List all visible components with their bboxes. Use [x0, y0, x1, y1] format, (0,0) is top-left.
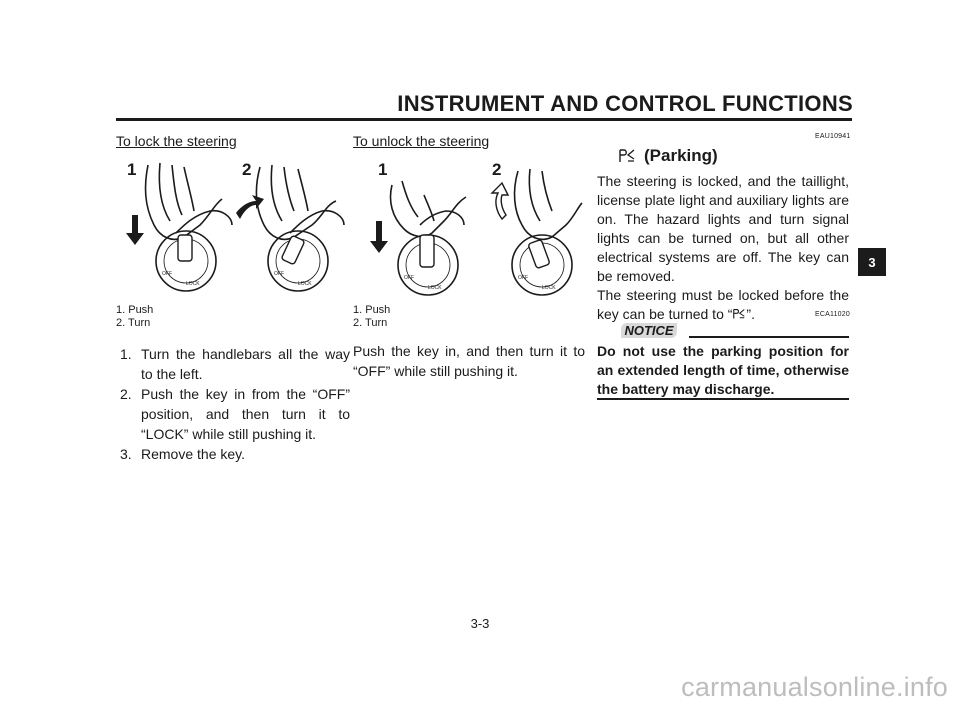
caption-item: 1. Push [116, 304, 154, 316]
parking-heading [618, 146, 718, 166]
watermark: carmanualsonline.info [681, 672, 948, 702]
svg-text:OFF: OFF [518, 275, 528, 281]
push-arrow-icon [126, 215, 144, 245]
notice-rule-top [689, 336, 849, 338]
svg-text:LOCK: LOCK [298, 281, 312, 287]
lock-steering-heading: To lock the steering [116, 133, 237, 149]
svg-text:OFF: OFF [404, 275, 414, 281]
key-illustration [178, 235, 192, 261]
svg-text:LOCK: LOCK [186, 281, 200, 287]
parking-symbol-icon [732, 308, 746, 320]
list-item: 1. Turn the handlebars all the way to the left. [120, 346, 350, 382]
figure-number-2: 2 [242, 160, 252, 179]
parking-symbol-icon [618, 148, 636, 164]
hand-illustration [146, 163, 222, 239]
notice-code: ECA11020 [815, 311, 850, 318]
unlock-figure-caption [353, 304, 390, 330]
notice-text: Do not use the parking position for an extended length of time, otherwise the battery may discharge. [597, 343, 849, 397]
caption-item: 2. Turn [116, 317, 151, 329]
header-rule [116, 118, 852, 121]
unlock-steering-heading: To unlock the steering [353, 133, 490, 149]
svg-text:1: 1 [378, 160, 388, 179]
notice-rule-bottom [597, 398, 849, 400]
list-item: 2. Push the key in from the “OFF” position, and then turn it to “LOCK” while still pushing it. [120, 386, 350, 442]
unlock-instructions: Push the key in, and then turn it to “OFF” while still pushing it. [353, 343, 585, 379]
lock-steering-figure [114, 155, 346, 297]
unlock-steering-figure [352, 155, 584, 297]
caption-item: 1. Push [353, 304, 391, 316]
lock-figure-caption [116, 304, 153, 330]
key-illustration [420, 235, 434, 267]
svg-text:2: 2 [492, 160, 502, 179]
svg-text:OFF: OFF [162, 271, 172, 277]
push-arrow-icon [370, 221, 388, 253]
parking-paragraph: The steering is locked, and the taillight, license plate light and auxiliary lights are on. The hazard lights and turn signal lights can be turned on, but all other electrical systems are off. The key can be removed. [597, 173, 849, 284]
chapter-tab: 3 [858, 248, 886, 276]
figure-number-1: 1 [127, 160, 137, 179]
turn-arrow-icon [492, 183, 508, 219]
list-item: 3. Remove the key. [120, 446, 246, 462]
parking-description [597, 172, 849, 324]
parking-title: (Parking) [644, 146, 718, 165]
lock-steps-list [120, 344, 350, 464]
svg-text:OFF: OFF [274, 271, 284, 277]
page-number: 3-3 [470, 616, 490, 631]
parking-paragraph: The steering must be locked before the key can be turned to “ ”. [597, 287, 849, 322]
notice-badge: NOTICE [621, 323, 677, 338]
page-header-title: INSTRUMENT AND CONTROL FUNCTIONS [397, 91, 853, 116]
caption-item: 2. Turn [353, 317, 388, 329]
svg-text:LOCK: LOCK [542, 285, 556, 291]
parking-code: EAU10941 [815, 133, 851, 140]
svg-text:LOCK: LOCK [428, 285, 442, 291]
